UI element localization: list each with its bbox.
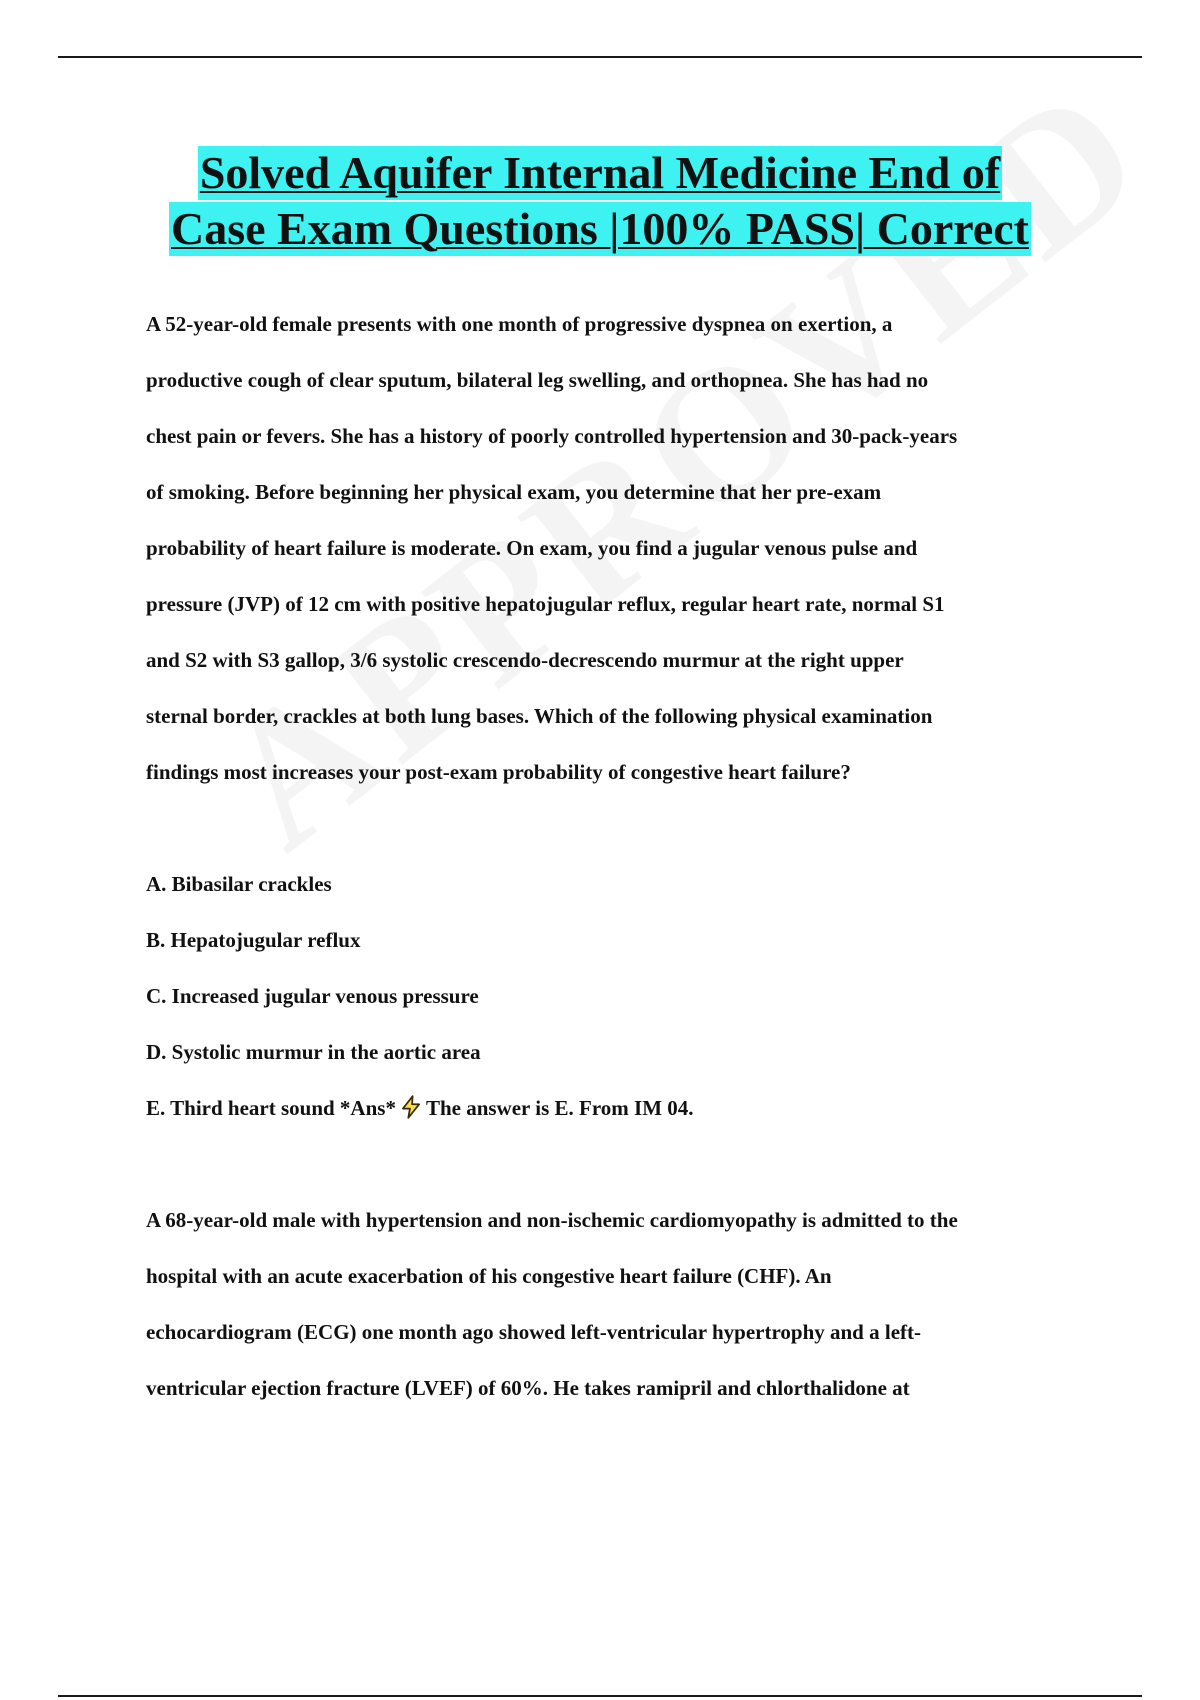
question-1-line: and S2 with S3 gallop, 3/6 systolic crescendo-decrescendo murmur at the right upper: [146, 648, 904, 672]
option-c: C. Increased jugular venous pressure: [146, 984, 479, 1008]
question-1: [146, 296, 1086, 800]
lightning-bolt-icon: [398, 1085, 424, 1111]
question-1-line: chest pain or fevers. She has a history of poorly controlled hypertension and 30-pack-years: [146, 424, 958, 448]
spacer: [146, 1136, 1086, 1192]
question-2: [146, 1192, 1086, 1416]
bottom-rule: [58, 1695, 1142, 1697]
option-e-label: E. Third heart sound *Ans*: [146, 1096, 396, 1120]
question-1-line: pressure (JVP) of 12 cm with positive hepatojugular reflux, regular heart rate, normal S1: [146, 592, 945, 616]
option-d: D. Systolic murmur in the aortic area: [146, 1040, 481, 1064]
title-line-2: Case Exam Questions |100% PASS| Correct: [170, 203, 1029, 254]
top-rule: [58, 56, 1142, 58]
answer-explanation: The answer is E. From IM 04.: [425, 1096, 694, 1120]
option-e-answer: [146, 1080, 1086, 1136]
question-1-line: productive cough of clear sputum, bilateral leg swelling, and orthopnea. She has had no: [146, 368, 929, 392]
question-1-line: of smoking. Before beginning her physical exam, you determine that her pre-exam: [146, 480, 882, 504]
title-line-1: Solved Aquifer Internal Medicine End of: [199, 147, 1001, 198]
page-title: [0, 146, 1200, 256]
question-2-line: ventricular ejection fracture (LVEF) of 60%. He takes ramipril and chlorthalidone at: [146, 1376, 910, 1400]
question-2-line: hospital with an acute exacerbation of his congestive heart failure (CHF). An: [146, 1264, 832, 1288]
question-2-line: echocardiogram (ECG) one month ago showed left-ventricular hypertrophy and a left-: [146, 1320, 921, 1344]
question-1-line: findings most increases your post-exam probability of congestive heart failure?: [146, 760, 851, 784]
question-2-line: A 68-year-old male with hypertension and non-ischemic cardiomyopathy is admitted to the: [146, 1208, 958, 1232]
document-body: [146, 296, 1086, 1416]
question-1-line: probability of heart failure is moderate. On exam, you find a jugular venous pulse and: [146, 536, 918, 560]
question-1-options: [146, 856, 1086, 1136]
spacer: [146, 800, 1086, 856]
question-1-line: A 52-year-old female presents with one month of progressive dyspnea on exertion, a: [146, 312, 893, 336]
question-1-line: sternal border, crackles at both lung bases. Which of the following physical examination: [146, 704, 933, 728]
option-b: B. Hepatojugular reflux: [146, 928, 361, 952]
option-a: A. Bibasilar crackles: [146, 872, 332, 896]
